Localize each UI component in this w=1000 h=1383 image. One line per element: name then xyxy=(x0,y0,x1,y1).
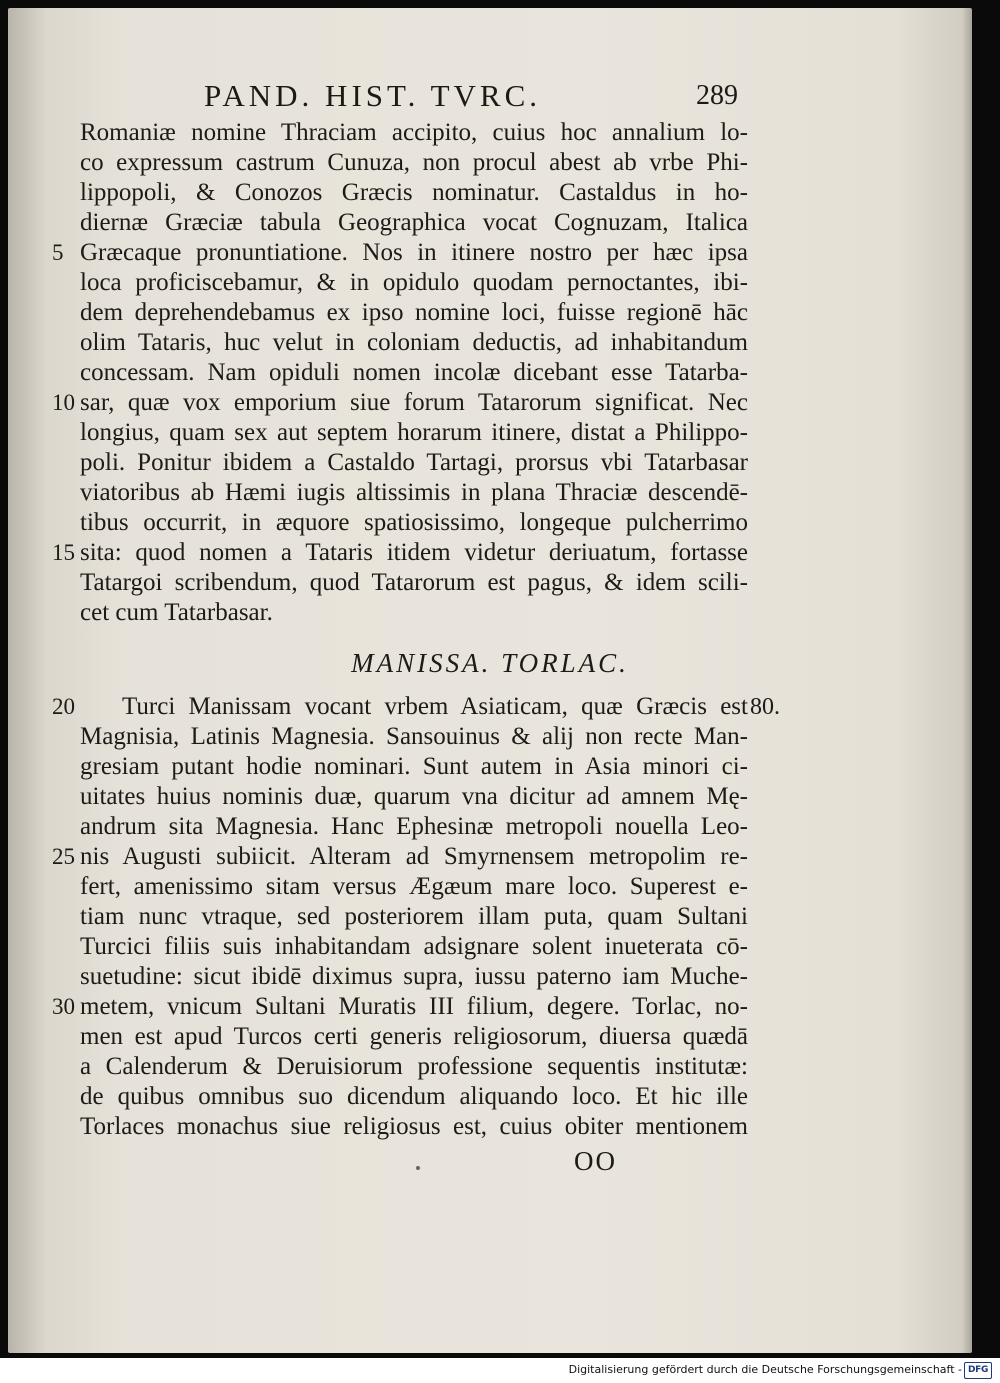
book-page xyxy=(8,8,972,1353)
text-line: Magnisia, Latinis Magnesia. Sansouinus & alij non recte Man- xyxy=(80,723,748,750)
page-header xyxy=(8,78,972,118)
dfg-credit: Digitalisierung gefördert durch die Deutsche Forschungsgemeinschaft - xyxy=(568,1363,962,1376)
line-number: 5 xyxy=(52,240,64,265)
text-line: viatoribus ab Hæmi iugis altissimis in plana Thraciæ descendē- xyxy=(80,479,748,506)
text-line: suetudine: sicut ibidē diximus supra, iussu paterno iam Muche- xyxy=(80,963,748,990)
dfg-logo-icon: DFG xyxy=(964,1362,992,1379)
line-number: 20 xyxy=(52,694,75,719)
text-line: tiam nunc vtraque, sed posteriorem illam puta, quam Sultani xyxy=(80,903,748,930)
text-line: de quibus omnibus suo dicendum aliquando loco. Et hic ille xyxy=(80,1083,748,1110)
text-line: nis Augusti subiicit. Alteram ad Smyrnensem metropolim re- xyxy=(80,843,748,870)
line-number: 30 xyxy=(52,994,75,1019)
text-line: Romaniæ nomine Thraciam accipito, cuius hoc annalium lo- xyxy=(80,119,748,146)
page-number: 289 xyxy=(696,80,738,111)
text-line: andrum sita Magnesia. Hanc Ephesinæ metropoli nouella Leo- xyxy=(80,813,748,840)
text-line: tibus occurrit, in æquore spatiosissimo, longeque pulcherrimo xyxy=(80,509,748,536)
text-line: co expressum castrum Cunuza, non procul abest ab vrbe Phi- xyxy=(80,149,748,176)
text-line: lippopoli, & Conozos Græcis nominatur. Castaldus in ho- xyxy=(80,179,748,206)
running-head: PAND. HIST. TVRC. xyxy=(204,78,542,113)
line-number: 25 xyxy=(52,844,75,869)
ink-speck xyxy=(416,1166,420,1170)
text-line: Turcici filiis suis inhabitandam adsignare solent inueterata cō- xyxy=(80,933,748,960)
line-number: 10 xyxy=(52,390,75,415)
text-line: concessam. Nam opiduli nomen incolæ dicebant esse Tatarba- xyxy=(80,359,748,386)
section-heading: MANISSA. TORLAC. xyxy=(351,648,629,678)
text-line: diernæ Græciæ tabula Geographica vocat Cognuzam, Italica xyxy=(80,209,748,236)
digitization-footer xyxy=(0,1358,1000,1383)
text-line: fert, amenissimo sitam versus Ægæum mare loco. Superest e- xyxy=(80,873,748,900)
text-line: gresiam putant hodie nominari. Sunt autem in Asia minori ci- xyxy=(80,753,748,780)
text-line: Græcaque pronuntiatione. Nos in itinere nostro per hæc ipsa xyxy=(80,239,748,266)
margin-note: 80. xyxy=(750,694,780,720)
text-line: Tatargoi scribendum, quod Tatarorum est pagus, & idem scili- xyxy=(80,569,748,596)
text-line: Torlaces monachus siue religiosus est, cuius obiter mentionem xyxy=(80,1113,748,1140)
catchword: OO xyxy=(574,1146,617,1176)
text-line: longius, quam sex aut septem horarum itinere, distat a Philippo- xyxy=(80,419,748,446)
text-line: Turci Manissam vocant vrbem Asiaticam, quæ Græcis est xyxy=(122,693,748,720)
text-line: sar, quæ vox emporium siue forum Tatarorum significat. Nec xyxy=(80,389,748,416)
text-line: olim Tataris, huc velut in coloniam deductis, ad inhabitandum xyxy=(80,329,748,356)
text-line: men est apud Turcos certi generis religiosorum, diuersa quædā xyxy=(80,1023,748,1050)
text-line: dem deprehendebamus ex ipso nomine loci, fuisse regionē hāc xyxy=(80,299,748,326)
text-line: uitates huius nominis duæ, quarum vna dicitur ad amnem Mę- xyxy=(80,783,748,810)
line-number: 15 xyxy=(52,540,75,565)
text-line: metem, vnicum Sultani Muratis III filium, degere. Torlac, no- xyxy=(80,993,748,1020)
text-line: sita: quod nomen a Tataris itidem videtur deriuatum, fortasse xyxy=(80,539,748,566)
text-line: poli. Ponitur ibidem a Castaldo Tartagi, prorsus vbi Tatarbasar xyxy=(80,449,748,476)
text-line: loca proficiscebamur, & in opidulo quodam pernoctantes, ibi- xyxy=(80,269,748,296)
text-line: a Calenderum & Deruisiorum professione sequentis institutæ: xyxy=(80,1053,748,1080)
text-line: cet cum Tatarbasar. xyxy=(80,599,273,626)
